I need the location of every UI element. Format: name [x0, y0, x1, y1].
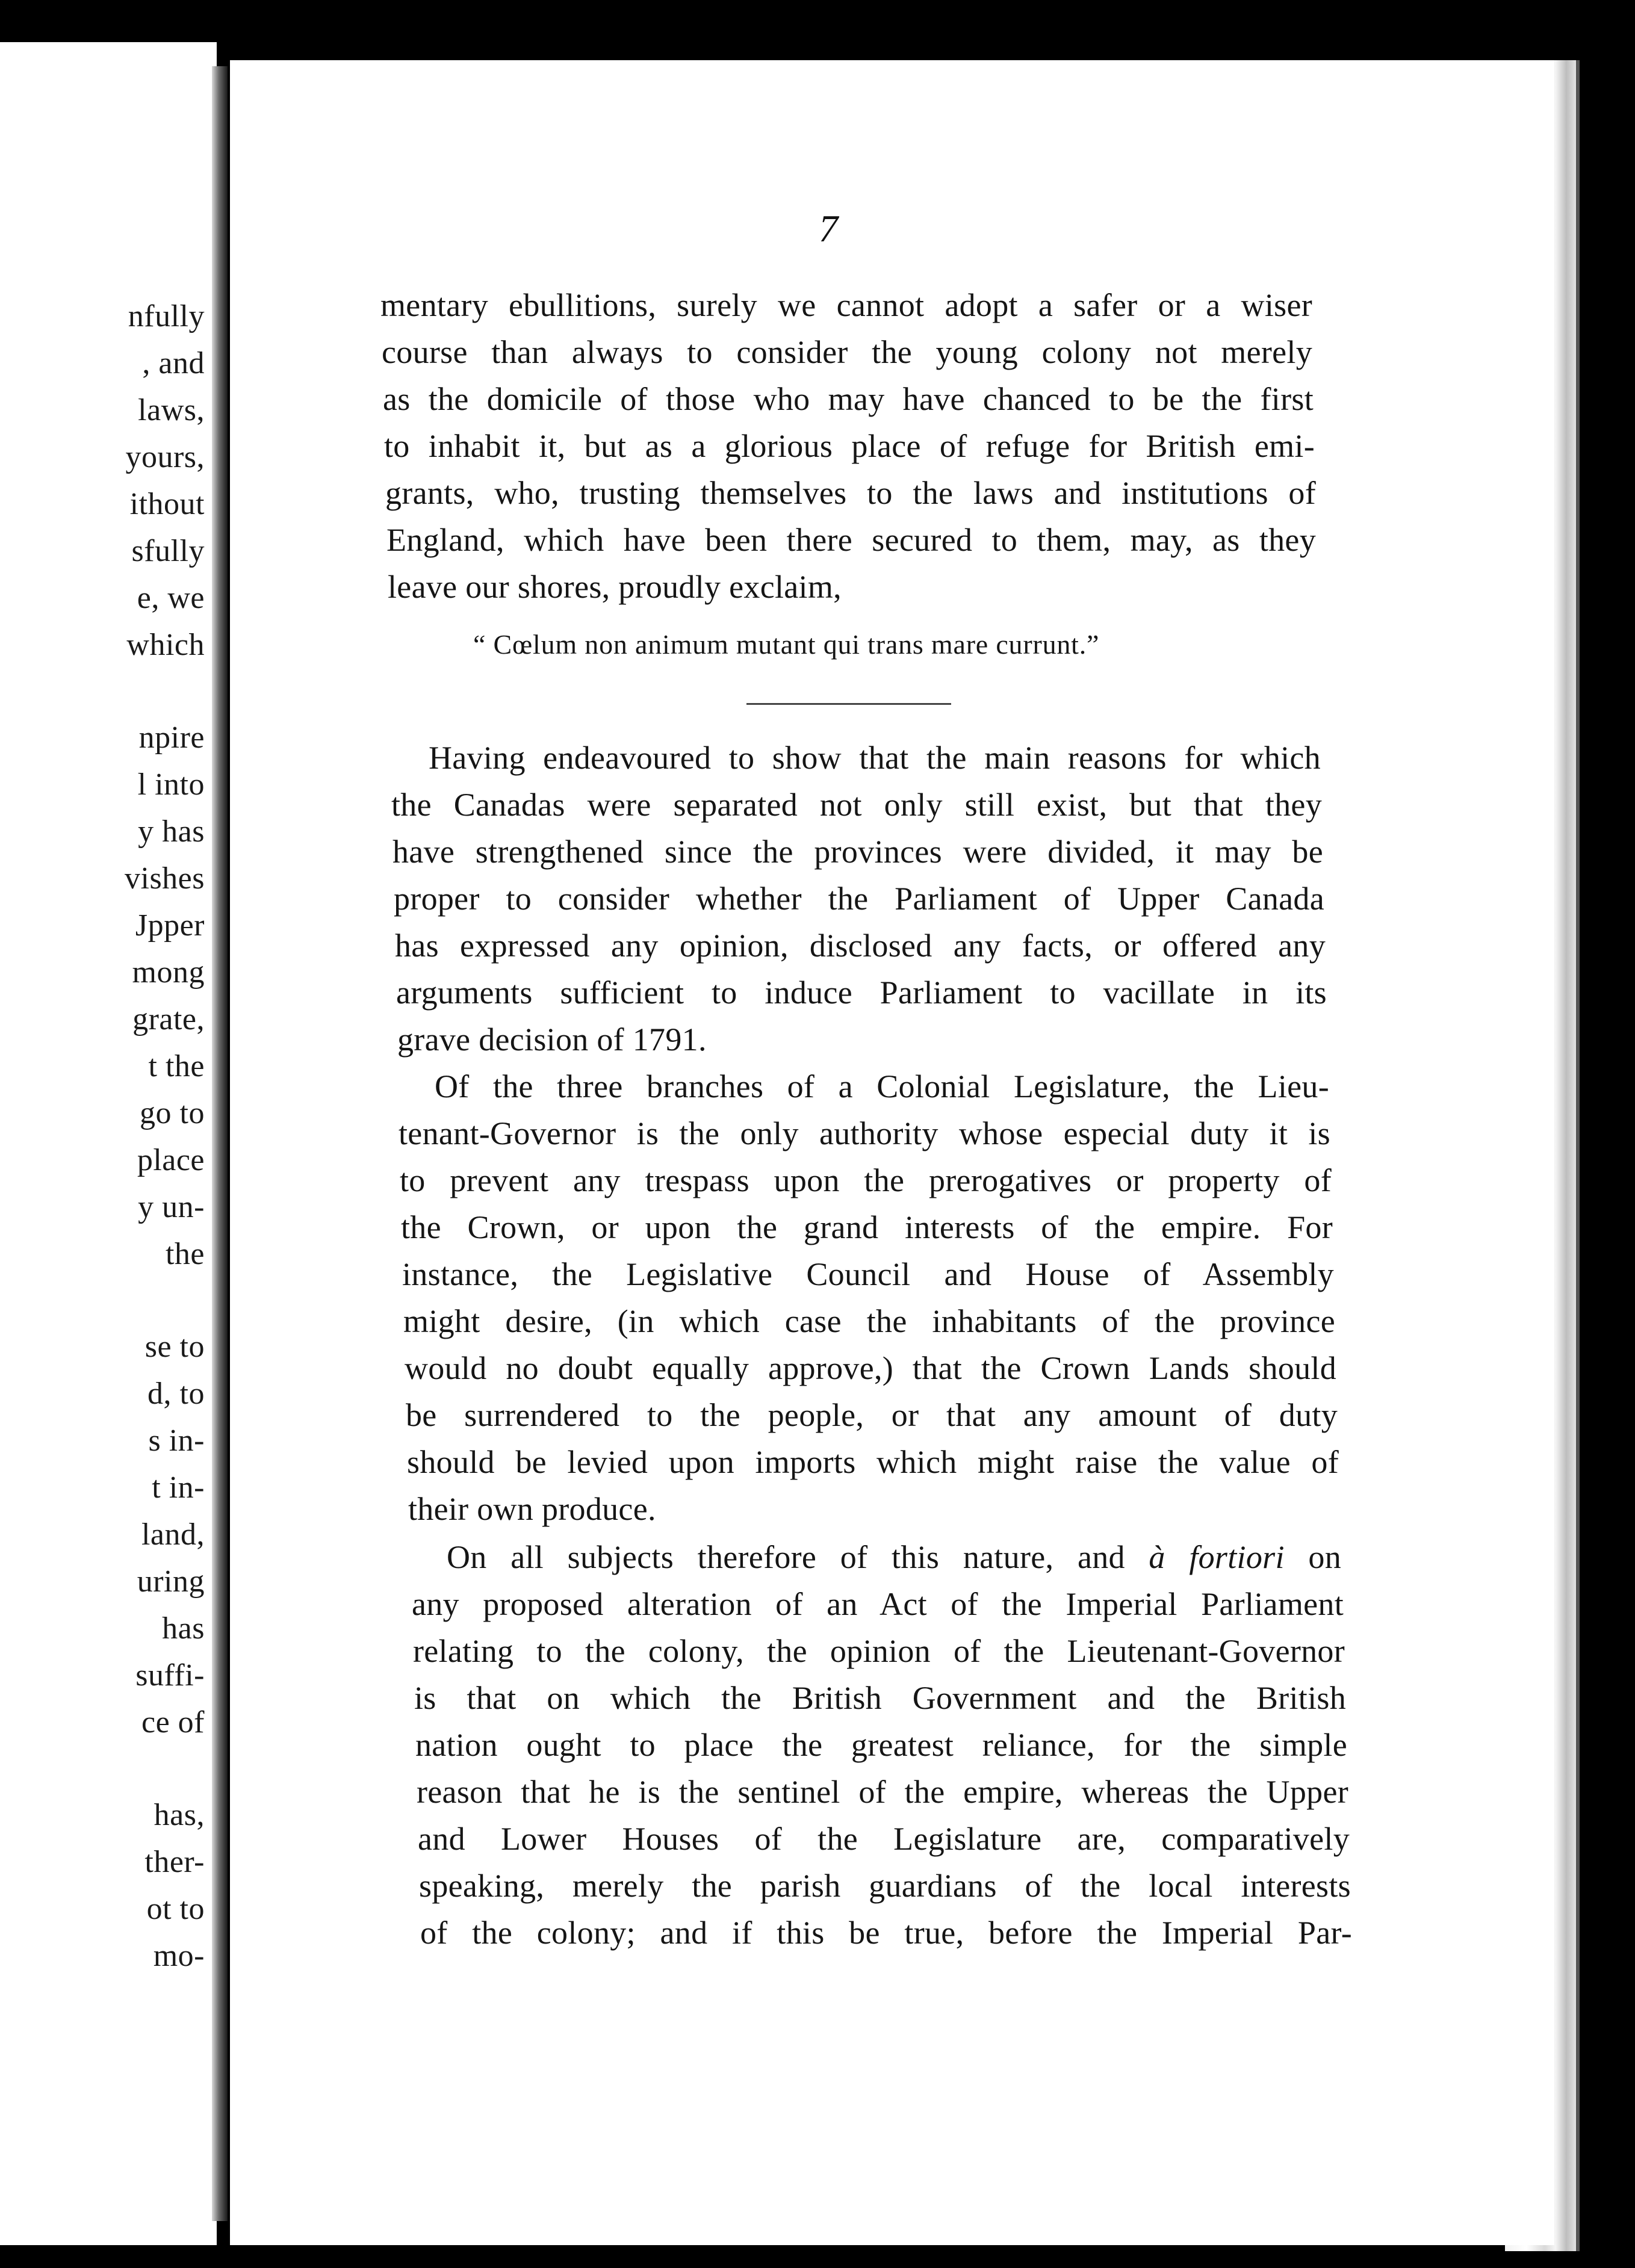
left-fragment: npire: [138, 720, 205, 755]
text-line: proper to consider whether the Parliament of Upper Canada: [394, 881, 1324, 917]
text-line: Of the three branches of a Colonial Legislature, the Lieu-: [435, 1068, 1329, 1105]
text-line: course than always to consider the young colony not merely: [382, 334, 1312, 370]
left-fragment: has,: [154, 1798, 205, 1832]
text-line: tenant-Governor is the only authority whose especial duty it is: [399, 1115, 1330, 1151]
left-fragment: ther-: [144, 1845, 205, 1879]
text-line: England, which have been there secured to them, may, as they: [386, 522, 1316, 558]
left-fragment: nfully: [128, 299, 205, 333]
text-line: might desire, (in which case the inhabitants of the province: [403, 1303, 1335, 1339]
text-line: have strengthened since the provinces were divided, it may be: [392, 834, 1323, 870]
text-line: their own produce.: [408, 1491, 656, 1527]
text-line: reason that he is the sentinel of the empire, whereas the Upper: [417, 1774, 1348, 1810]
left-fragment: land,: [141, 1517, 205, 1552]
italic-phrase: à fortiori: [1149, 1539, 1285, 1575]
text-line: leave our shores, proudly exclaim,: [388, 569, 842, 605]
text-line-with-italic: [447, 1541, 1341, 1573]
left-fragment: laws,: [138, 393, 205, 427]
left-fragment: ce of: [141, 1705, 205, 1740]
text-line: speaking, merely the parish guardians of the local interests: [419, 1868, 1351, 1904]
text-line: has expressed any opinion, disclosed any facts, or offered any: [395, 928, 1326, 964]
left-fragment: has: [162, 1611, 205, 1646]
left-fragment: se to: [144, 1330, 205, 1364]
left-fragment: t in-: [152, 1470, 205, 1505]
text-line: instance, the Legislative Council and House of Assembly: [402, 1256, 1334, 1292]
left-fragment: vishes: [125, 861, 205, 896]
text-run: on: [1308, 1539, 1341, 1575]
left-fragment: place: [137, 1143, 205, 1177]
text-line: to inhabit it, but as a glorious place of refuge for British emi-: [384, 428, 1315, 464]
left-fragment: Jpper: [135, 908, 205, 943]
text-line: be surrendered to the people, or that any amount of duty: [406, 1397, 1338, 1433]
left-fragment: sfully: [131, 534, 205, 568]
left-fragment: l into: [137, 767, 205, 802]
left-fragment: yours,: [125, 440, 205, 474]
text-line: nation ought to place the greatest reliance, for the simple: [415, 1727, 1347, 1763]
left-fragment: uring: [137, 1564, 205, 1599]
left-fragment: y un-: [138, 1190, 205, 1224]
text-line: grants, who, trusting themselves to the laws and institutions of: [385, 475, 1316, 511]
text-line: the Canadas were separated not only still exist, but that they: [391, 787, 1322, 823]
text-line: grave decision of 1791.: [397, 1021, 707, 1058]
left-fragment: , and: [142, 346, 205, 380]
left-fragment: e, we: [137, 581, 205, 615]
text-line: mentary ebullitions, surely we cannot adopt a safer or a wiser: [380, 287, 1312, 323]
text-line: should be levied upon imports which might raise the value of: [407, 1444, 1339, 1480]
text-line: would no doubt equally approve,) that the Crown Lands should: [405, 1350, 1336, 1386]
text-line: as the domicile of those who may have chanced to be the first: [383, 381, 1314, 417]
text-line: Having endeavoured to show that the main reasons for which: [429, 740, 1321, 776]
left-fragment: s in-: [148, 1424, 205, 1458]
text-line: is that on which the British Government and the British: [414, 1680, 1346, 1716]
text-line: any proposed alteration of an Act of the Imperial Parliament: [412, 1586, 1344, 1622]
text-line: the Crown, or upon the grand interests of the empire. For: [401, 1209, 1333, 1245]
left-fragment: the: [165, 1237, 205, 1271]
text-line: arguments sufficient to induce Parliament to vacillate in its: [396, 974, 1327, 1011]
left-fragment: mong: [132, 955, 205, 990]
text-line: of the colony; and if this be true, before the Imperial Par-: [420, 1915, 1352, 1951]
left-fragment: d, to: [147, 1377, 205, 1411]
text-line: and Lower Houses of the Legislature are, comparatively: [418, 1821, 1350, 1857]
left-fragment: y has: [138, 814, 205, 849]
left-fragment: ithout: [129, 487, 205, 521]
section-divider: [746, 703, 951, 705]
left-facing-page: [0, 42, 217, 2245]
text-line: relating to the colony, the opinion of the Lieutenant-Governor: [413, 1633, 1345, 1669]
left-fragment: which: [126, 628, 205, 662]
text-run: On all subjects therefore of this nature, and: [447, 1539, 1125, 1575]
left-fragment: go to: [140, 1096, 205, 1130]
left-fragment: ot to: [146, 1892, 205, 1926]
left-fragment: grate,: [132, 1002, 205, 1036]
text-line: to prevent any trespass upon the prerogatives or property of: [400, 1162, 1332, 1198]
left-fragment: t the: [148, 1049, 205, 1083]
page-number: 7: [819, 207, 838, 250]
left-fragment: suffi-: [135, 1658, 205, 1693]
book-gutter: [212, 66, 228, 2221]
latin-quotation: “ Cœlum non animum mutant qui trans mare currunt.”: [473, 629, 1100, 660]
left-fragment: mo-: [153, 1939, 205, 1973]
